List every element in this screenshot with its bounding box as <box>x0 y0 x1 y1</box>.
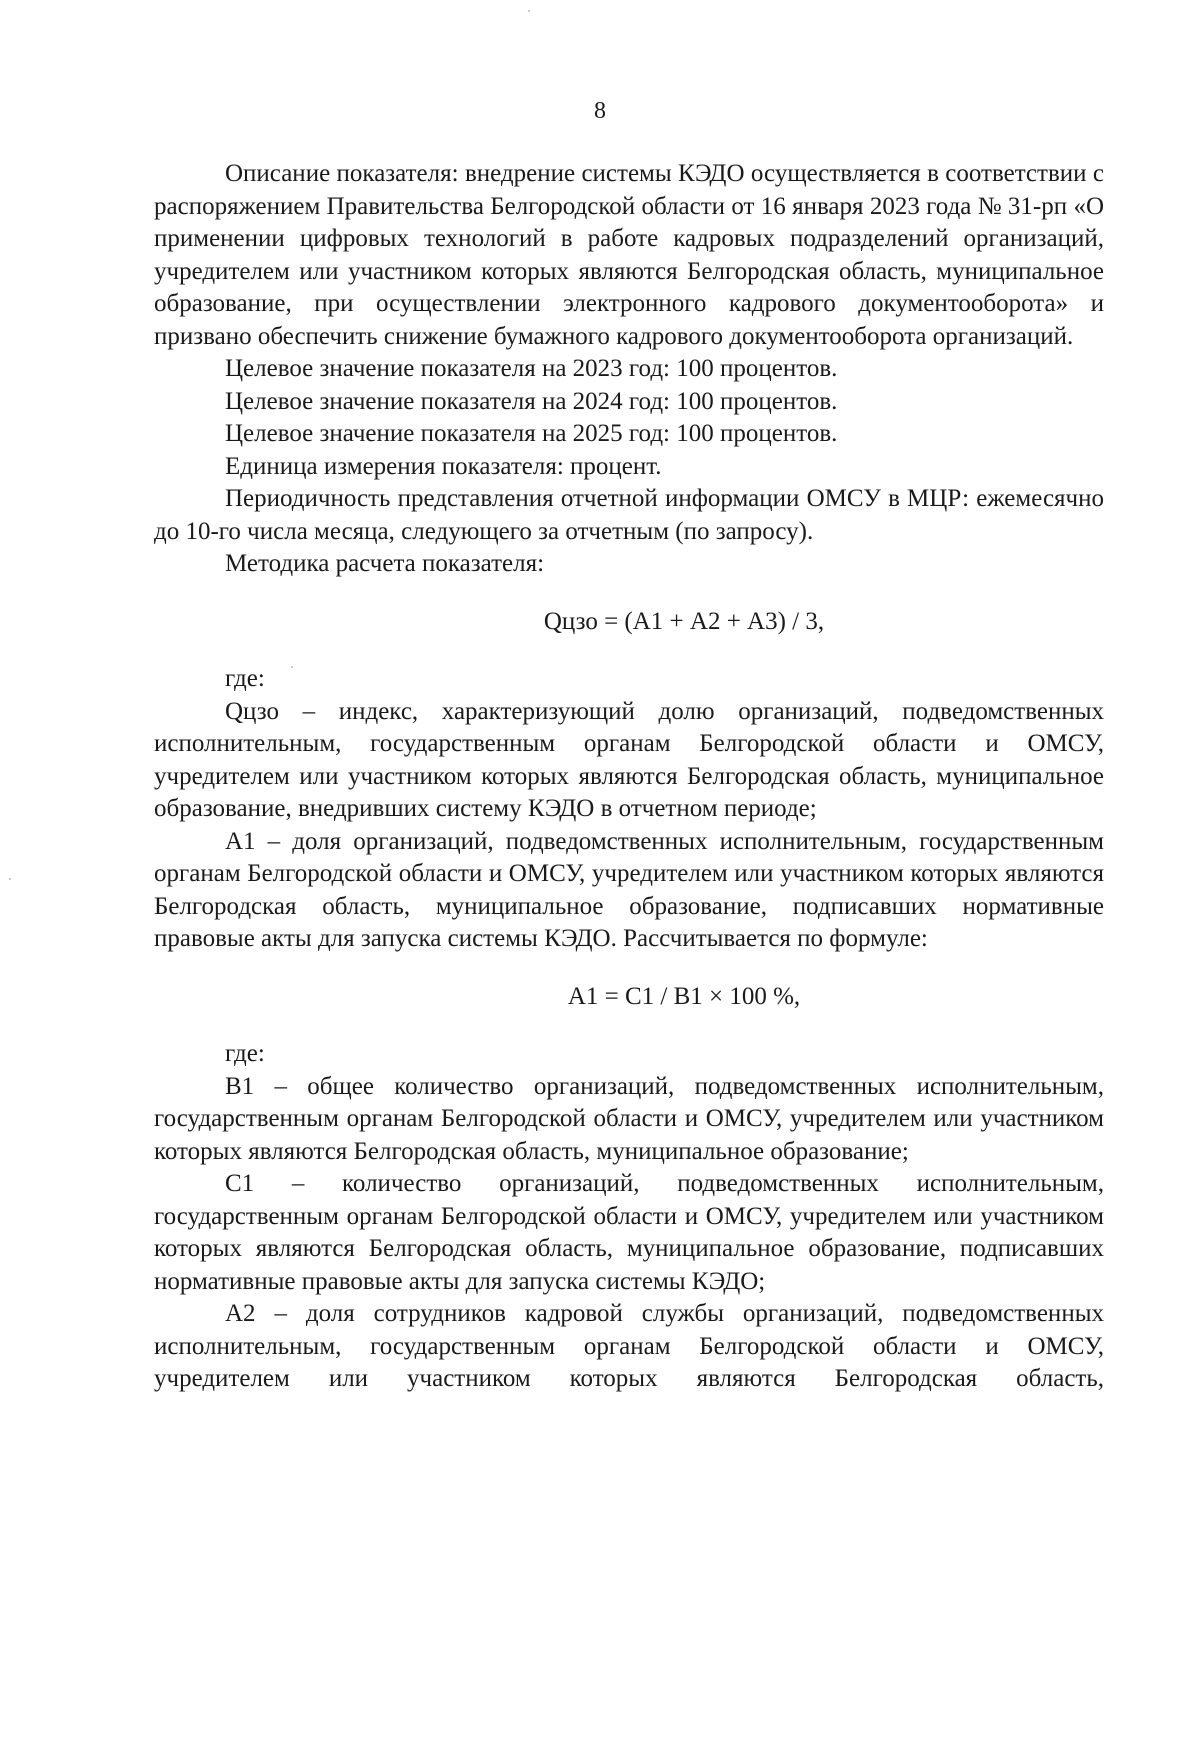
paragraph-methodology: Методика расчета показателя: <box>225 550 545 577</box>
formula-qczo: Qцзо = (А1 + А2 + А3) / 3, <box>543 607 825 635</box>
paragraph-periodicity: Периодичность представления отчетной информации ОМСУ в МЦР: ежемесячно до 10-го числа месяца, следующего за отчетным (по запросу). <box>154 485 1104 545</box>
scan-speck <box>291 666 293 668</box>
paragraph-unit: Единица измерения показателя: процент. <box>225 452 662 480</box>
document-body <box>154 158 1104 1396</box>
paragraph-target-2025: Целевое значение показателя на 2025 год: 100 процентов. <box>225 420 838 447</box>
formula-a1: А1 = С1 / В1 × 100 %, <box>567 982 801 1010</box>
scan-speck <box>528 10 530 12</box>
where-label: где: <box>225 665 265 692</box>
paragraph-target-2024: Целевое значение показателя на 2024 год: 100 процентов. <box>225 387 838 415</box>
paragraph-a1-definition: А1 – доля организаций, подведомственных исполнительным, государственным органам Белгородской области и ОМСУ, учредителем или участником которых являются Белгородская область, муниципальное образование, подписавших нормативные правовые акты для запуска системы КЭДО. Рассчитывается по формуле: <box>154 827 1104 952</box>
where-label: где: <box>225 1040 265 1067</box>
paragraph-c1-definition: С1 – количество организаций, подведомственных исполнительным, государственным органам Белгородской области и ОМСУ, учредителем или участником которых являются Белгородская область, муниципальное образование, подписавших нормативные правовые акты для запуска системы КЭДО; <box>154 1170 1104 1295</box>
paragraph-qczo-definition: Qцзо – индекс, характеризующий долю организаций, подведомственных исполнительным, государственным органам Белгородской области и ОМСУ, учредителем или участником которых являются Белгородская область, муниципальное образование, внедривших систему КЭДО в отчетном периоде; <box>154 697 1104 822</box>
paragraph-description: Описание показателя: внедрение системы КЭДО осуществляется в соответствии с распоряжением Правительства Белгородской области от 16 января 2023 года № 31-рп «О применении цифровых технологий в работе кадровых подразделений организаций, учредителем или участником которых являются Белгородская область, муниципальное образование, при осуществлении электронного кадрового документооборота» и призвано обеспечить снижение бумажного кадрового документооборота организаций. <box>154 160 1104 350</box>
page-number: 8 <box>594 98 606 124</box>
paragraph-target-2023: Целевое значение показателя на 2023 год: 100 процентов. <box>225 355 838 382</box>
paragraph-b1-definition: В1 – общее количество организаций, подведомственных исполнительным, государственным органам Белгородской области и ОМСУ, учредителем или участником которых являются Белгородская область, муниципальное образование; <box>154 1072 1104 1165</box>
paragraph-a2-definition: А2 – доля сотрудников кадровой службы организаций, подведомственных исполнительным, государственным органам Белгородской области и ОМСУ, учредителем или участником которых являются Белгородская область, <box>154 1300 1104 1392</box>
scan-speck <box>9 878 11 880</box>
